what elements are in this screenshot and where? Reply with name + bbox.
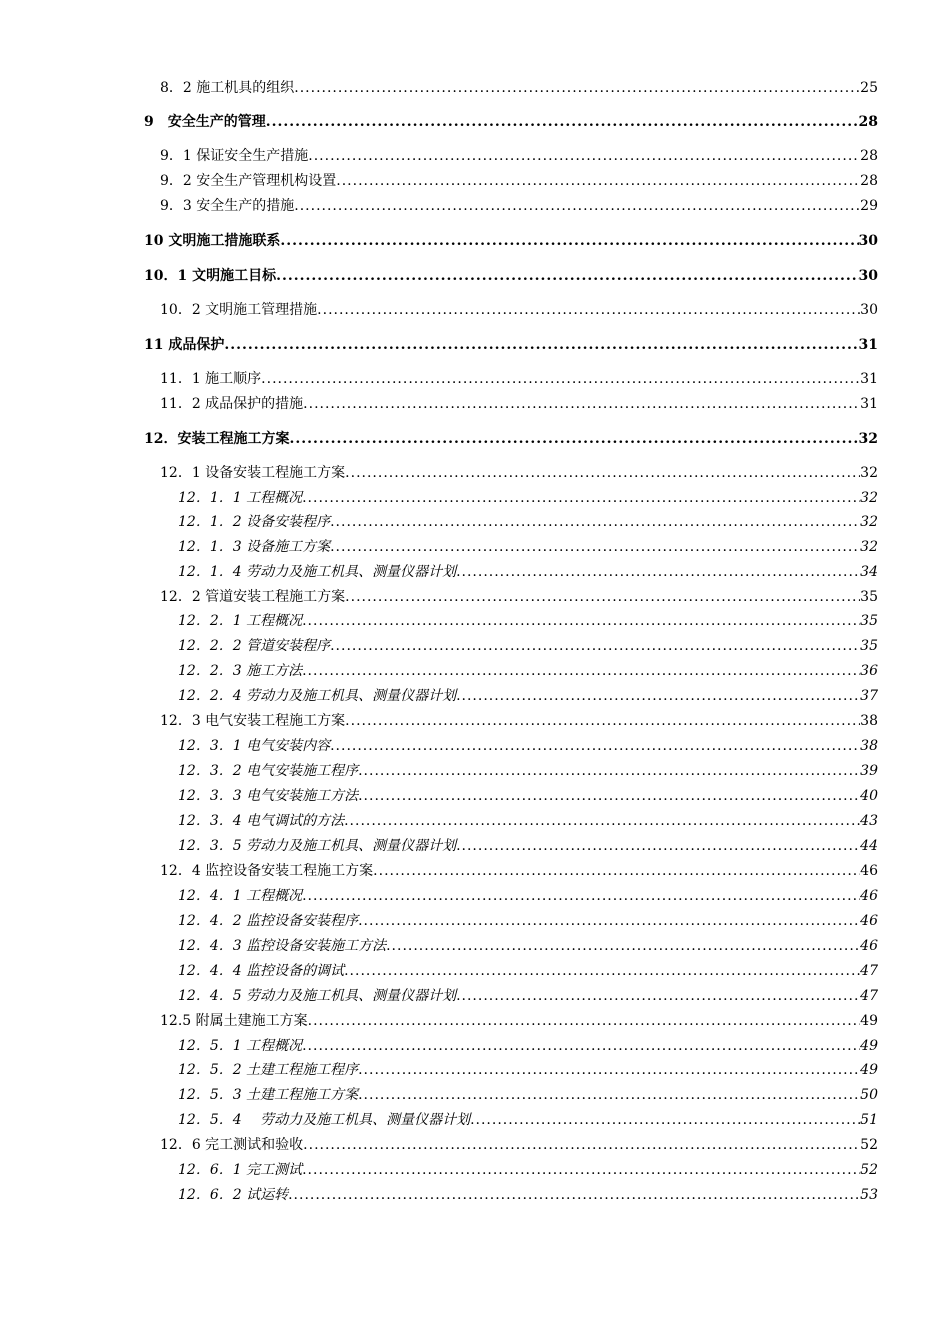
toc-entry-page: 35: [860, 638, 878, 654]
toc-entry[interactable]: [0, 1011, 878, 1031]
dot-leader: [302, 886, 860, 906]
dot-leader: [456, 562, 860, 582]
dot-leader: [336, 171, 860, 191]
dot-leader: [317, 300, 860, 320]
toc-entry-title: 12．2．1 工程概况: [178, 613, 303, 629]
toc-entry[interactable]: [0, 196, 878, 216]
toc-entry-title: 12．5．1 工程概况: [178, 1038, 303, 1054]
toc-entry-page: 32: [860, 490, 878, 506]
toc-entry[interactable]: [0, 1160, 878, 1180]
toc-entry[interactable]: [0, 300, 878, 320]
toc-entry-page: 52: [860, 1162, 878, 1178]
toc-entry[interactable]: [0, 266, 878, 286]
dot-leader: [294, 78, 860, 98]
toc-entry-title: 9．2 安全生产管理机构设置: [160, 173, 337, 189]
toc-entry-title: 12．4．1 工程概况: [178, 888, 303, 904]
toc-entry-title: 12．4 监控设备安装工程施工方案: [160, 863, 374, 879]
dot-leader: [358, 786, 860, 806]
toc-entry[interactable]: [0, 231, 878, 251]
toc-entry-page: 38: [860, 738, 878, 754]
toc-entry-title: 12．3．1 电气安装内容: [178, 738, 331, 754]
toc-entry[interactable]: [0, 78, 878, 98]
toc-entry-page: 30: [860, 302, 878, 318]
toc-entry-title: 11 成品保护: [144, 337, 225, 353]
toc-entry-title: 12．5．2 土建工程施工程序: [178, 1062, 359, 1078]
dot-leader: [330, 736, 860, 756]
toc-entry[interactable]: [0, 512, 878, 532]
toc-entry-page: 32: [858, 431, 878, 447]
toc-entry-title: 12．2 管道安装工程施工方案: [160, 589, 346, 605]
toc-entry-page: 30: [858, 268, 878, 284]
toc-entry-title: 8．2 施工机具的组织: [160, 80, 295, 96]
toc-entry[interactable]: [0, 171, 878, 191]
toc-entry[interactable]: [0, 911, 878, 931]
toc-entry[interactable]: [0, 1185, 878, 1205]
toc-entry-page: 39: [860, 763, 878, 779]
dot-leader: [358, 911, 860, 931]
toc-entry-title: 12．4．5 劳动力及施工机具、测量仪器计划: [178, 988, 457, 1004]
toc-entry[interactable]: [0, 811, 878, 831]
toc-entry-page: 28: [858, 114, 878, 130]
toc-entry-page: 34: [860, 564, 878, 580]
dot-leader: [294, 196, 860, 216]
dot-leader: [330, 537, 860, 557]
toc-entry-title: 11．1 施工顺序: [160, 371, 262, 387]
toc-entry[interactable]: [0, 394, 878, 414]
toc-entry-title: 11．2 成品保护的措施: [160, 396, 304, 412]
dot-leader: [308, 1011, 861, 1031]
toc-entry[interactable]: [0, 761, 878, 781]
toc-entry-page: 49: [860, 1062, 878, 1078]
toc-entry-page: 28: [860, 173, 878, 189]
dot-leader: [330, 636, 860, 656]
toc-entry-page: 31: [860, 371, 878, 387]
toc-entry[interactable]: [0, 1036, 878, 1056]
dot-leader: [456, 986, 860, 1006]
toc-entry[interactable]: [0, 1110, 878, 1130]
toc-entry-page: 46: [860, 938, 878, 954]
toc-entry-page: 47: [860, 988, 878, 1004]
dot-leader: [373, 861, 860, 881]
toc-entry[interactable]: [0, 1085, 878, 1105]
dot-leader: [308, 146, 860, 166]
toc-entry-page: 43: [860, 813, 878, 829]
dot-leader: [302, 611, 860, 631]
dot-leader: [344, 961, 860, 981]
toc-entry-title: 12．4．4 监控设备的调试: [178, 963, 345, 979]
dot-leader: [302, 1036, 860, 1056]
toc-entry[interactable]: [0, 986, 878, 1006]
dot-leader: [345, 587, 860, 607]
toc-entry-title: 12．1．3 设备施工方案: [178, 539, 331, 555]
toc-entry-title: 9．1 保证安全生产措施: [160, 148, 309, 164]
dot-leader: [303, 394, 860, 414]
dot-leader: [358, 1060, 860, 1080]
toc-entry-title: 12．1．4 劳动力及施工机具、测量仪器计划: [178, 564, 457, 580]
dot-leader: [344, 811, 860, 831]
dot-leader: [345, 463, 860, 483]
toc-entry[interactable]: [0, 861, 878, 881]
toc-entry-title: 12．1．2 设备安装程序: [178, 514, 331, 530]
toc-entry-title: 10．1 文明施工目标: [144, 268, 277, 284]
toc-entry-title: 12．3．4 电气调试的方法: [178, 813, 345, 829]
dot-leader: [266, 112, 859, 132]
toc-entry[interactable]: [0, 587, 878, 607]
dot-leader: [302, 488, 860, 508]
toc-entry-page: 32: [860, 514, 878, 530]
toc-entry[interactable]: [0, 636, 878, 656]
dot-leader: [330, 512, 860, 532]
toc-entry[interactable]: [0, 786, 878, 806]
dot-leader: [386, 936, 860, 956]
toc-entry-page: 32: [860, 539, 878, 555]
toc-entry-page: 49: [860, 1038, 878, 1054]
toc-entry-page: 36: [860, 663, 878, 679]
toc-entry[interactable]: [0, 1135, 878, 1155]
toc-entry-title: 12．5．4 劳动力及施工机具、测量仪器计划: [178, 1112, 471, 1128]
toc-entry[interactable]: [0, 429, 878, 449]
dot-leader: [261, 369, 860, 389]
dot-leader: [276, 266, 858, 286]
toc-entry[interactable]: [0, 836, 878, 856]
dot-leader: [303, 1135, 860, 1155]
toc-entry[interactable]: [0, 369, 878, 389]
toc-entry[interactable]: [0, 661, 878, 681]
dot-leader: [302, 1160, 860, 1180]
toc-entry-page: 28: [860, 148, 878, 164]
toc-entry-title: 10 文明施工措施联系: [144, 233, 281, 249]
toc-entry-page: 25: [860, 80, 878, 96]
dot-leader: [345, 711, 860, 731]
toc-entry-title: 12．3．3 电气安装施工方法: [178, 788, 359, 804]
toc-entry-page: 37: [860, 688, 878, 704]
toc-entry-title: 12．3．2 电气安装施工程序: [178, 763, 359, 779]
toc-entry-page: 49: [860, 1013, 878, 1029]
toc-entry[interactable]: [0, 112, 878, 132]
toc-entry[interactable]: [0, 335, 878, 355]
toc-entry-title: 12．4．3 监控设备安装施工方法: [178, 938, 387, 954]
dot-leader: [288, 1185, 860, 1205]
dot-leader: [224, 335, 858, 355]
dot-leader: [470, 1110, 860, 1130]
dot-leader: [289, 429, 858, 449]
toc-entry[interactable]: [0, 562, 878, 582]
toc-entry-title: 9 安全生产的管理: [144, 114, 266, 130]
toc-entry-page: 31: [860, 396, 878, 412]
toc-entry-title: 12．1 设备安装工程施工方案: [160, 465, 346, 481]
dot-leader: [302, 661, 860, 681]
toc-entry-page: 38: [860, 713, 878, 729]
toc-entry-title: 12．2．3 施工方法: [178, 663, 303, 679]
toc-entry-title: 12．6 完工测试和验收: [160, 1137, 304, 1153]
toc-entry-page: 47: [860, 963, 878, 979]
toc-entry-title: 12．1．1 工程概况: [178, 490, 303, 506]
toc-entry-page: 32: [860, 465, 878, 481]
toc-entry[interactable]: [0, 611, 878, 631]
toc-entry-title: 12．3 电气安装工程施工方案: [160, 713, 346, 729]
toc-entry-page: 40: [860, 788, 878, 804]
toc-entry-title: 12．2．2 管道安装程序: [178, 638, 331, 654]
toc-entry-page: 44: [860, 838, 878, 854]
toc-entry[interactable]: [0, 736, 878, 756]
toc-entry-page: 51: [860, 1112, 878, 1128]
toc-entry-title: 12．5．3 土建工程施工方案: [178, 1087, 359, 1103]
dot-leader: [358, 761, 860, 781]
toc-entry-page: 46: [860, 863, 878, 879]
dot-leader: [456, 836, 860, 856]
toc-entry[interactable]: [0, 146, 878, 166]
toc-entry-title: 12．6．2 试运转: [178, 1187, 289, 1203]
toc-entry-title: 12．2．4 劳动力及施工机具、测量仪器计划: [178, 688, 457, 704]
toc-entry[interactable]: [0, 537, 878, 557]
toc-entry[interactable]: [0, 886, 878, 906]
toc-entry-page: 53: [860, 1187, 878, 1203]
toc-entry-page: 50: [860, 1087, 878, 1103]
dot-leader: [358, 1085, 860, 1105]
toc-entry[interactable]: [0, 488, 878, 508]
toc-entry-page: 46: [860, 888, 878, 904]
toc-entry-page: 29: [860, 198, 878, 214]
toc-entry-page: 30: [858, 233, 878, 249]
toc-entry-page: 52: [860, 1137, 878, 1153]
toc-entry-page: 46: [860, 913, 878, 929]
toc-entry-page: 35: [860, 613, 878, 629]
toc-entry[interactable]: [0, 686, 878, 706]
toc-entry-title: 12．安装工程施工方案: [144, 431, 290, 447]
dot-leader: [456, 686, 860, 706]
toc-entry-title: 12.5 附属土建施工方案: [160, 1013, 308, 1029]
toc-entry[interactable]: [0, 1060, 878, 1080]
toc-entry-title: 10．2 文明施工管理措施: [160, 302, 318, 318]
toc-entry-title: 12．4．2 监控设备安装程序: [178, 913, 359, 929]
toc-entry-page: 31: [858, 337, 878, 353]
toc-entry-title: 12．6．1 完工测试: [178, 1162, 303, 1178]
toc-entry-title: 12．3．5 劳动力及施工机具、测量仪器计划: [178, 838, 457, 854]
toc-entry[interactable]: [0, 936, 878, 956]
toc-entry-page: 35: [860, 589, 878, 605]
dot-leader: [280, 231, 858, 251]
toc-entry[interactable]: [0, 961, 878, 981]
toc-entry-title: 9．3 安全生产的措施: [160, 198, 295, 214]
toc-entry[interactable]: [0, 711, 878, 731]
toc-entry[interactable]: [0, 463, 878, 483]
